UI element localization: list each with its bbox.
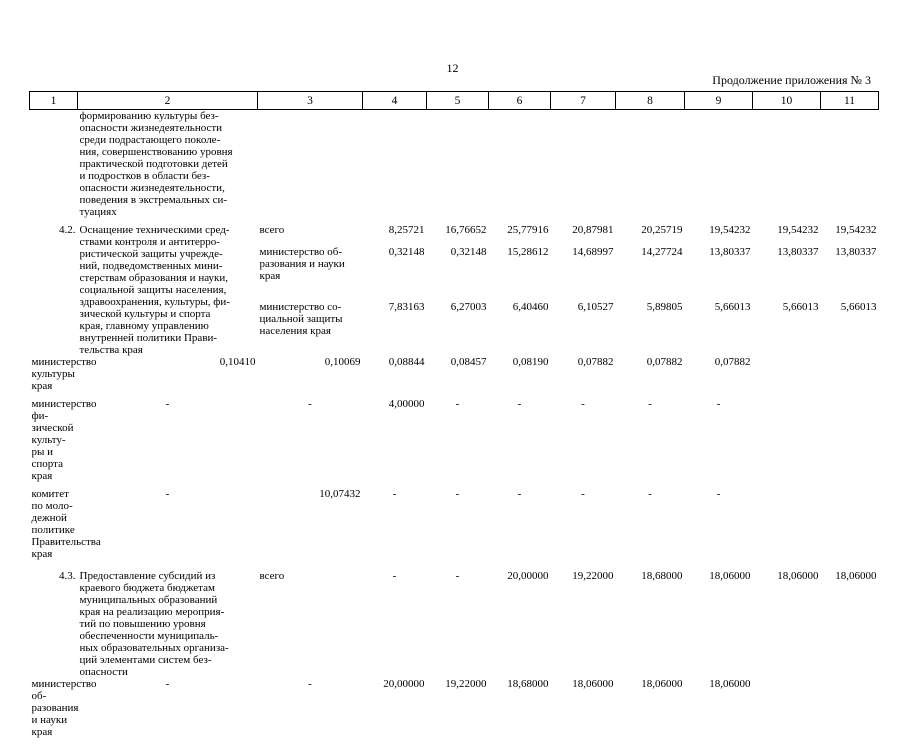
value-cell: 18,68000	[641, 570, 683, 582]
value-cell: 18,68000	[507, 678, 549, 690]
value-cell: -	[392, 570, 397, 582]
empty-cell	[258, 110, 363, 219]
value-cell: 25,77916	[507, 224, 549, 236]
table-row	[30, 570, 879, 672]
value-cell: -	[455, 570, 460, 582]
budget-table	[29, 91, 879, 748]
table-row	[30, 488, 879, 560]
value-cell: 6,40460	[512, 301, 549, 314]
continued-description: формированию культуры без- опасности жизнедеятельности среди подрастающего поколе- ния, совершенствованию уровня практической подготовки детей и подростков в области без- опасности жизнедеятельности, поведения в экстремальных си- туациях	[79, 110, 233, 218]
value-cell: -	[517, 398, 522, 410]
value-cell: 6,10527	[577, 301, 614, 314]
funding-source: всего	[259, 570, 285, 582]
table-row	[30, 110, 879, 219]
value-cell: 20,87981	[572, 224, 614, 236]
empty-cell	[753, 110, 821, 219]
value-cell: 20,25719	[641, 224, 683, 236]
column-header-6: 6	[489, 92, 551, 110]
value-cell: 14,68997	[572, 246, 614, 259]
row-index	[30, 110, 78, 219]
empty-cell	[821, 110, 879, 219]
funding-source: министерство об- разования и науки края	[259, 246, 345, 283]
value-cell: 0,08844	[388, 356, 425, 368]
value-cell: 18,06000	[709, 570, 751, 582]
value-cell: 0,10069	[324, 356, 361, 368]
value-cell: -	[455, 488, 460, 500]
item-description: Предоставление субсидий из краевого бюджета бюджетам муниципальных образований края на реализацию мероприя- тий по повышению уровня обеспеченности муниципаль- ных образовательных организа- ций элементами систем без- опасности	[79, 570, 229, 678]
value-cell: 0,32148	[388, 246, 425, 259]
value-cell: 0,08457	[450, 356, 487, 368]
value-cell: -	[165, 488, 170, 500]
empty-cell	[363, 110, 427, 219]
value-cell: 5,66013	[714, 301, 751, 314]
empty-cell	[616, 110, 685, 219]
table-row	[30, 678, 879, 738]
value-cell: 20,00000	[507, 570, 549, 582]
value-cell: -	[392, 488, 397, 500]
column-header-8: 8	[616, 92, 685, 110]
value-cell: -	[165, 678, 170, 690]
value-cell: 5,89805	[646, 301, 683, 314]
value-cell: -	[308, 678, 312, 690]
funding-source: министерство фи- зической культу- ры и спорта края	[31, 398, 97, 482]
value-cell: 0,32148	[450, 246, 487, 259]
value-cell: 8,25721	[388, 224, 425, 236]
value-cell: -	[455, 398, 460, 410]
table-row	[30, 224, 879, 240]
value-cell: 19,22000	[572, 570, 614, 582]
value-cell: 18,06000	[641, 678, 683, 690]
empty-cell	[427, 110, 489, 219]
funding-source: министерство об- разования и науки края	[31, 678, 97, 738]
table-row	[30, 398, 879, 482]
value-cell: 0,08190	[512, 356, 549, 368]
value-cell: 18,06000	[709, 678, 751, 690]
funding-source: министерство со- циальной защиты населения края	[259, 301, 343, 338]
value-cell: 15,28612	[507, 246, 549, 259]
value-cell: 14,27724	[641, 246, 683, 259]
value-cell: 19,22000	[445, 678, 487, 690]
spacer-row	[30, 560, 879, 570]
column-header-1: 1	[30, 92, 78, 110]
column-header-11: 11	[821, 92, 879, 110]
column-header-10: 10	[753, 92, 821, 110]
value-cell: 0,07882	[714, 356, 751, 368]
value-cell: 19,54232	[709, 224, 751, 236]
continuation-label: Продолжение приложения № 3	[712, 73, 871, 87]
column-header-9: 9	[685, 92, 753, 110]
row-index: 4.3.	[59, 570, 76, 582]
value-cell: -	[581, 488, 585, 500]
column-header-3: 3	[258, 92, 363, 110]
funding-source: всего	[259, 224, 285, 236]
value-cell: 7,83163	[388, 301, 425, 314]
value-cell: 18,06000	[777, 570, 819, 582]
empty-cell	[551, 110, 616, 219]
value-cell: 13,80337	[777, 246, 819, 259]
empty-cell	[685, 110, 753, 219]
column-header-2: 2	[78, 92, 258, 110]
value-cell: 19,54232	[835, 224, 877, 236]
value-cell: 18,06000	[572, 678, 614, 690]
value-cell: 5,66013	[840, 301, 877, 314]
item-description: Оснащение техническими сред- ствами контроля и антитерро- ристической защиты учрежде- ний, подведомственных мини- стерствам образования и науки, социальной защиты населения, здравоохранения, культуры, фи- зической культуры и спорта края, главному управлению внутренней политики Прави- тельства края	[79, 224, 230, 356]
page-number: 12	[446, 61, 459, 75]
value-cell: 19,54232	[777, 224, 819, 236]
value-cell: 0,07882	[646, 356, 683, 368]
value-cell: -	[581, 398, 585, 410]
value-cell: 13,80337	[709, 246, 751, 259]
value-cell: 0,10410	[219, 356, 256, 368]
value-cell: -	[648, 398, 652, 410]
value-cell: -	[716, 398, 721, 410]
value-cell: 13,80337	[835, 246, 877, 259]
column-header-4: 4	[363, 92, 427, 110]
row-index: 4.2.	[59, 224, 76, 236]
funding-source: министерство культуры края	[31, 356, 97, 392]
column-header-5: 5	[427, 92, 489, 110]
value-cell: 20,00000	[383, 678, 425, 690]
header-row	[30, 92, 879, 110]
value-cell: 16,76652	[445, 224, 487, 236]
column-header-7: 7	[551, 92, 616, 110]
value-cell: -	[517, 488, 522, 500]
value-cell: 4,00000	[388, 398, 425, 410]
value-cell: -	[165, 398, 170, 410]
value-cell: 6,27003	[450, 301, 487, 314]
value-cell: 10,07432	[319, 488, 361, 500]
value-cell: 5,66013	[782, 301, 819, 314]
funding-source: комитет по моло- дежной политике Правительства края	[31, 488, 101, 560]
empty-cell	[489, 110, 551, 219]
value-cell: -	[308, 398, 312, 410]
spacer-row	[30, 738, 879, 748]
value-cell: 18,06000	[835, 570, 877, 582]
value-cell: -	[716, 488, 721, 500]
table-row	[30, 356, 879, 392]
value-cell: -	[648, 488, 652, 500]
value-cell: 0,07882	[577, 356, 614, 368]
